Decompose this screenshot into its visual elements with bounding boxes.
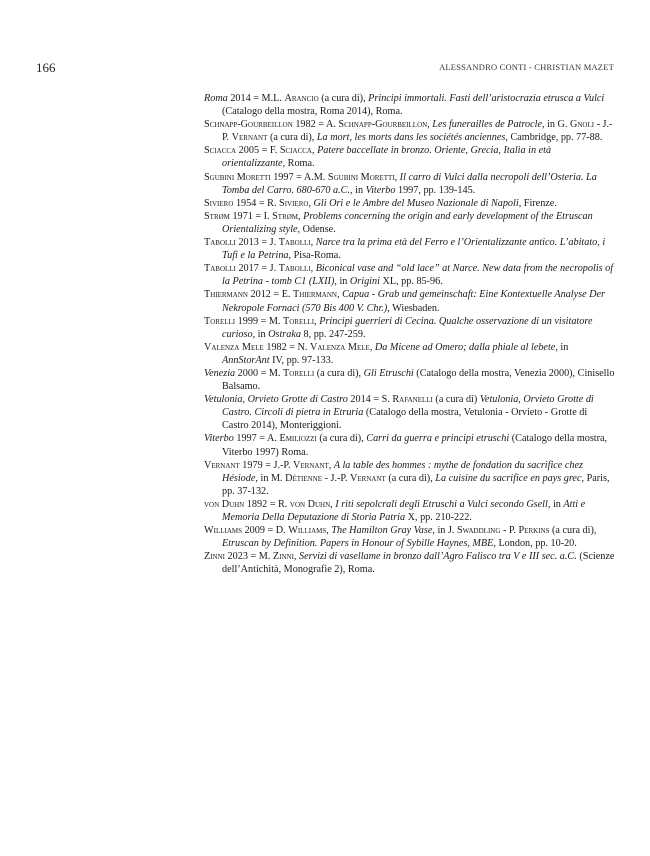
entry-text-run: Gli Ori e le Ambre del Museo Nazionale di Napoli [313,197,519,209]
entry-text-run: Torelli [283,315,315,327]
entry-text-run: von Duhn [204,498,245,510]
entry-text-run: Torelli [283,367,315,379]
entry-text-run: Schnapp-Gourbeillon [204,119,293,131]
entry-text-run: 2017 = J. [235,263,279,275]
entry-text-run: 2013 = J. [235,237,279,249]
entry-text-run: Origini [349,276,380,288]
entry-text-run: Etruscan by Definition. Papers in Honour of Sybille Haynes, MBE [222,538,494,550]
entry-text-run: Vernant [293,459,329,471]
bibliography-entry [204,197,616,210]
entry-text-run: Tabolli [278,263,311,275]
entry-text-run: 2000 = M. [235,367,284,379]
bibliography-entry [204,550,616,576]
entry-text-run: Viterbo [365,184,396,196]
entry-text-run: (a cura di) [432,394,480,406]
entry-text-run: Gli Etruschi [363,367,414,379]
entry-text-run: Capua - Grab und gemeinschaft: Eine Kontextuelle Analyse Der Nekropole Fornaci (570 Bis 400 V. Chr.) [222,289,606,314]
entry-text-run: , Paris, pp. 37-132. [222,472,610,497]
bibliography-entry [204,393,616,432]
entry-text-run: , Cambridge, pp. 77-88. [505,132,603,144]
entry-text-run: (Scienze dell’Antichità, Monografie 2), Roma. [222,551,615,576]
entry-text-run: , London, pp. 10-20. [493,538,577,550]
bibliography-entry [204,92,616,118]
entry-text-run: , [427,119,433,131]
bibliography-entry [204,118,616,144]
entry-text-run: Venezia [204,367,236,379]
entry-text-run: Vernant [350,472,386,484]
entry-text-run: , in G. [541,119,570,131]
entry-text-run: 1954 = R. [233,197,280,209]
entry-text-run: Narce tra la prima età del Ferro e l’Orientalizzante antico. L’abitato, i Tufi e la Petrina [222,237,606,262]
entry-text-run: , [314,315,320,327]
entry-text-run: Sciacca [279,145,312,157]
entry-text-run: Gnoli [569,119,595,131]
entry-text-run: Vetulonia, Orvieto Grotte di Castro. Circoli di pietra in Etruria [222,394,594,419]
entry-text-run: (Catalogo della mostra, Vetulonia - Orvieto - Grotte di Castro 2014), Monteriggioni. [222,407,588,432]
entry-text-run: Perkins [518,525,550,537]
entry-text-run: , Pisa-Roma. [288,250,341,262]
entry-text-run: , [311,145,318,157]
entry-text-run: Williams [204,525,243,537]
entry-text-run: Torelli [204,315,236,327]
entry-text-run: Zinni [204,551,225,563]
entry-text-run: , [330,498,336,510]
entry-text-run: von Duhn [289,498,331,510]
bibliography-entry [204,432,616,458]
entry-text-run: (a cura di), [549,525,597,537]
entry-text-run: 1982 = N. [263,341,311,353]
entry-text-run: , in [350,184,366,196]
bibliography-entry [204,315,616,341]
entry-text-run: , in [547,498,564,510]
entry-text-run: La mort, les morts dans les sociétés anciennes [316,132,506,144]
entry-text-run: - J.-P. [222,119,613,144]
bibliography-entry [204,262,616,288]
entry-text-run: Strøm [204,210,230,222]
entry-text-run: (a cura di), [267,132,317,144]
bibliography-entry [204,498,616,524]
running-head: ALESSANDRO CONTI - CHRISTIAN MAZET [439,62,614,72]
entry-text-run: , [328,459,334,471]
entry-text-run: , [308,197,314,209]
entry-text-run: Williams [288,525,327,537]
entry-text-run: , in J. [432,525,457,537]
entry-text-run: Tabolli [204,237,236,249]
entry-text-run: Viterbo [204,433,234,445]
entry-text-run: Arancio [284,93,319,104]
entry-text-run: 1982 = A. [292,119,339,131]
entry-text-run: , in [252,328,269,340]
entry-text-run: Swaddling [457,525,501,537]
entry-text-run: (a cura di), [316,433,367,445]
entry-text-run: (Catalogo della mostra, Venezia 2000), Cinisello Balsamo. [222,367,615,393]
entry-text-run: (a cura di), [318,93,369,104]
bibliography-entry [204,524,616,550]
entry-text-run: , [310,237,316,249]
entry-text-run: Carri da guerra e principi etruschi [366,433,510,445]
entry-text-run: 1999 = M. [235,315,284,327]
entry-text-run: Da Micene ad Omero; dalla phiale al lebete [374,341,556,353]
entry-text-run: Principi guerrieri di Cecina. Qualche osservazione di un visitatore curioso [222,315,593,340]
entry-text-run: XL, pp. 85-96. [379,276,443,288]
entry-text-run: Il carro di Vulci dalla necropoli dell’Osteria. La Tomba del Carro. 680-670 a.C. [222,171,597,196]
entry-text-run: 2014 = S. [347,394,393,406]
entry-text-run: (a cura di), [385,472,436,484]
entry-text-run: 2005 = F. [236,145,280,157]
entry-text-run: Problems concerning the origin and early development of the Etruscan Orientalizing style [222,210,593,235]
entry-text-run: (a cura di), [314,367,364,379]
entry-text-run: (Catalogo della mostra, Roma 2014), Roma. [222,106,403,118]
entry-text-run: Zinni [272,551,294,563]
entry-text-run: I riti sepolcrali degli Etruschi a Vulci secondo Gsell [335,498,548,510]
entry-text-run: AnnStorAnt [222,354,270,366]
entry-text-run: 8, pp. 247-259. [300,328,366,340]
entry-text-run: , Odense. [297,223,336,235]
bibliography-entry [204,367,616,393]
entry-text-run: Tabolli [278,237,311,249]
entry-text-run: 1997 = A. [233,433,280,445]
bibliography-entry [204,459,616,498]
entry-text-run: Siviero [279,197,309,209]
entry-text-run: A la table des hommes : mythe de fondation du sacrifice chez Hésiode [222,459,583,484]
entry-text-run: (Catalogo della mostra, Viterbo 1997) Roma. [222,433,608,458]
entry-text-run: 1971 = I. [229,210,273,222]
bibliography-entry [204,288,616,314]
entry-text-run: , [394,171,400,183]
entry-text-run: 2012 = E. [247,289,294,301]
entry-text-run: , Wiesbaden. [387,302,440,314]
page-number: 166 [36,60,56,75]
entry-text-run: , Firenze. [518,197,557,209]
entry-text-run: Vetulonia, Orvieto Grotte di Castro [204,394,348,406]
entry-text-run: , [369,341,375,353]
entry-text-run: - J.-P. [322,472,351,484]
entry-text-run: , [336,289,343,301]
entry-text-run: Schnapp-Gourbeillon [338,119,428,131]
entry-text-run: Les funerailles de Patrocle [432,119,542,131]
bibliography-entry [204,171,616,197]
entry-text-run: Tabolli [204,263,236,275]
entry-text-run: Sgubini Moretti [327,171,395,183]
entry-text-run: , in [334,276,350,288]
entry-text-run: X, pp. 210-222. [405,512,472,523]
entry-text-run: , [293,551,300,563]
entry-text-run: 1892 = R. [244,498,290,510]
entry-text-run: Rafanelli [392,394,433,406]
entry-text-run: Valenza Mele [310,341,370,353]
entry-text-run: Valenza Mele [204,341,264,353]
entry-text-run: Emiliozzi [279,433,317,445]
entry-text-run: IV, pp. 97-133. [269,354,334,366]
bibliography-list [204,92,616,576]
entry-text-run: 2009 = D. [242,525,289,537]
entry-text-run: Principi immortali. Fasti dell’aristocrazia etrusca a Vulci [368,93,605,104]
bibliography-entry [204,236,616,262]
entry-text-run: Sciacca [204,145,237,157]
entry-text-run: Sgubini Moretti [204,171,271,183]
entry-text-run: , [298,210,304,222]
entry-text-run: The Hamilton Gray Vase [331,525,433,537]
entry-text-run: Thiermann [293,289,337,301]
entry-text-run: 2023 = M. [225,551,273,563]
entry-text-run: 2014 = M.L. [227,93,285,104]
entry-text-run: , Roma. [282,158,315,170]
entry-text-run: , in M. [255,472,286,484]
entry-text-run: Atti e Memoria Della Deputazione di Storia Patria [222,498,586,523]
entry-text-run: Patere baccellate in bronzo. Oriente, Grecia, Italia in età orientalizzante [222,145,552,170]
bibliography-entry [204,210,616,236]
page-header [36,60,614,76]
entry-text-run: Vernant [231,132,268,144]
entry-text-run: Servizi di vasellame in bronzo dall’Agro Falisco tra V e III sec. a.C. [299,551,577,563]
entry-text-run: 1997, pp. 139-145. [395,184,476,196]
entry-text-run: 1979 = J.-P. [239,459,294,471]
entry-text-run: Strøm [272,210,299,222]
entry-text-run: Thiermann [204,289,248,301]
entry-text-run: , in [555,341,569,353]
entry-text-run: 1997 = A.M. [270,171,328,183]
entry-text-run: , [310,263,316,275]
entry-text-run: Ostraka [268,328,301,340]
entry-text-run: Siviero [204,197,234,209]
entry-text-run: Détienne [285,472,323,484]
entry-text-run: Roma [204,93,228,104]
entry-text-run: - P. [500,525,519,537]
entry-text-run: Biconical vase and “old lace” at Narce. New data from the necropolis of la Petrina - tomb C1 (LXII) [222,263,614,288]
entry-text-run: Vernant [204,459,240,471]
entry-text-run: La cuisine du sacrifice en pays grec [435,472,582,484]
entry-text-run: , [326,525,332,537]
bibliography-entry [204,341,616,367]
bibliography-entry [204,144,616,170]
